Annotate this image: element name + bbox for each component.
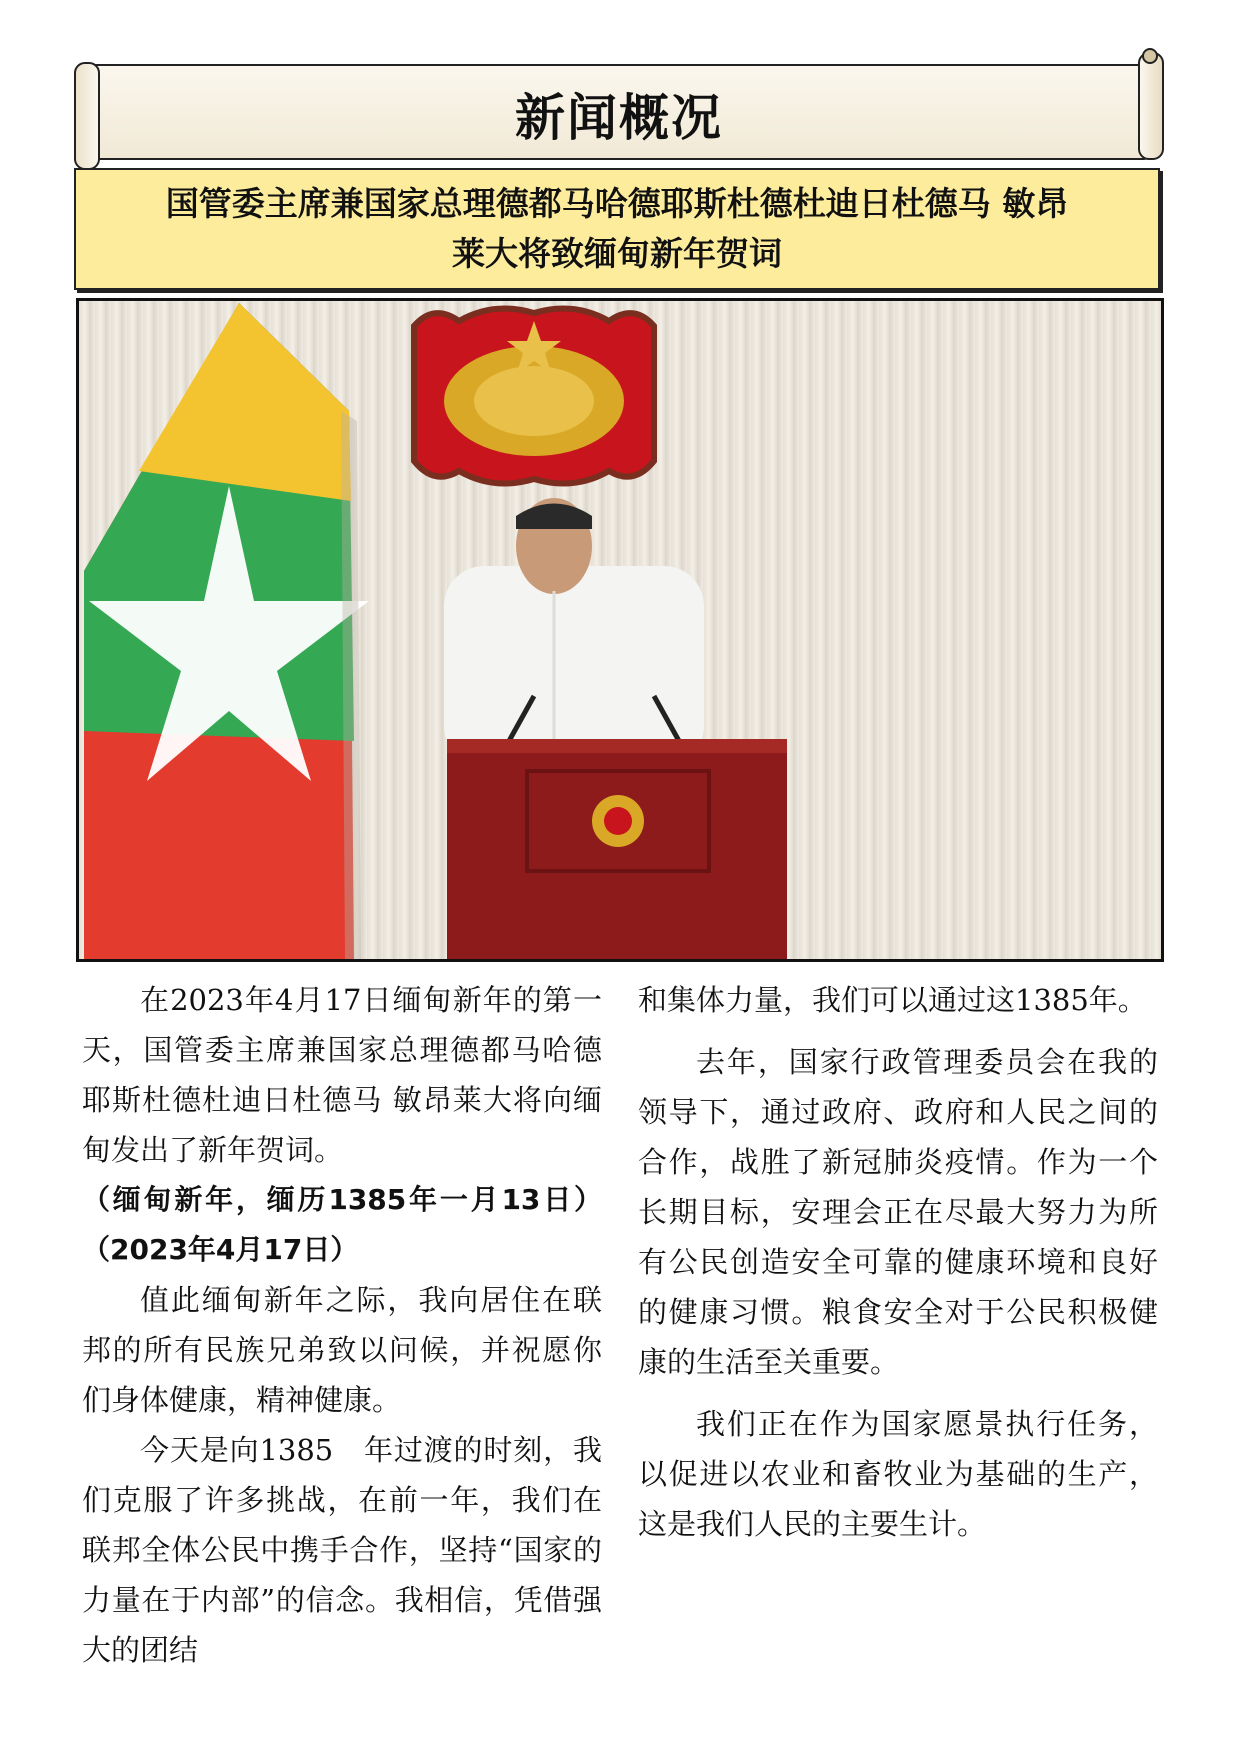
article-column-left <box>82 975 602 1675</box>
state-emblem-plaque <box>414 309 654 484</box>
paragraph-national-vision: 我们正在作为国家愿景执行任务，以促进以农业和畜牧业为基础的生产，这是我们人民的主要生计。 <box>638 1407 1158 1541</box>
myanmar-flag <box>84 303 369 959</box>
paragraph-greeting: 值此缅甸新年之际，我向居住在联邦的所有民族兄弟致以问候，并祝愿你们身体健康，精神健康。 <box>82 1283 602 1417</box>
paragraph-intro: 在2023年4月17日缅甸新年的第一天，国管委主席兼国家总理德都马哈德耶斯杜德杜迪日杜德马 敏昂莱大将向缅甸发出了新年贺词。 <box>82 983 602 1167</box>
article-headline <box>74 168 1160 290</box>
article-photo <box>76 298 1164 962</box>
podium <box>447 739 787 959</box>
article-column-right <box>638 975 1158 1549</box>
scroll-knob <box>1142 48 1158 64</box>
section-title: 新闻概况 <box>515 89 723 147</box>
headline-line-2: 莱大将致缅甸新年贺词 <box>452 234 782 273</box>
section-banner <box>74 58 1164 166</box>
paragraph-continuation: 和集体力量，我们可以通过这1385年。 <box>638 983 1147 1017</box>
paragraph-transition: 今天是向1385 年过渡的时刻，我们克服了许多挑战，在前一年，我们在联邦全体公民中携手合作，坚持“国家的力量在于内部”的信念。我相信，凭借强大的团结 <box>82 1433 602 1667</box>
photo-illustration <box>79 301 1161 959</box>
speaker <box>444 498 704 766</box>
paragraph-last-year: 去年，国家行政管理委员会在我的领导下，通过政府、政府和人民之间的合作，战胜了新冠肺炎疫情。作为一个长期目标，安理会正在尽最大努力为所有公民创造安全可靠的健康环境和良好的健康习惯。粮食安全对于公民积极健康的生活至关重要。 <box>638 1045 1158 1379</box>
paragraph-date-line: （缅甸新年，缅历1385年一月13日）（2023年4月17日） <box>82 1183 602 1266</box>
headline-line-1: 国管委主席兼国家总理德都马哈德耶斯杜德杜迪日杜德马 敏昂 <box>165 184 1069 223</box>
